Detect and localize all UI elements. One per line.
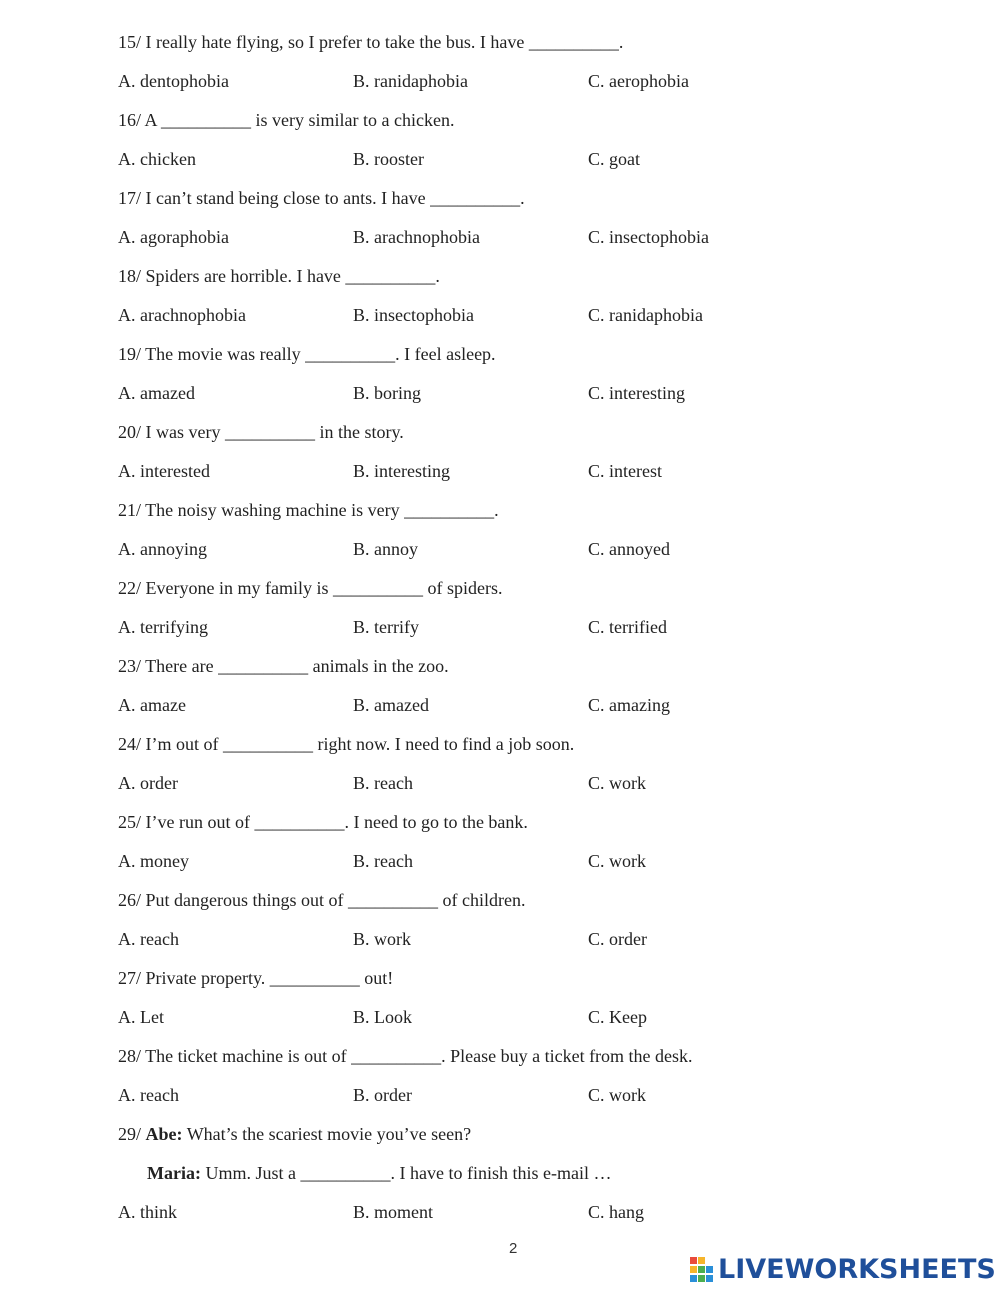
q25-option-a[interactable]: A. money: [118, 851, 189, 871]
q21-option-b[interactable]: B. annoy: [353, 539, 418, 559]
q22-option-b[interactable]: B. terrify: [353, 617, 419, 637]
q16-option-c[interactable]: C. goat: [588, 149, 640, 169]
speaker-maria: Maria:: [147, 1163, 201, 1183]
q15-option-a[interactable]: A. dentophobia: [118, 71, 229, 91]
logo-square-5: [706, 1266, 713, 1273]
q19-option-c[interactable]: C. interesting: [588, 383, 685, 403]
liveworksheets-logo-icon: [690, 1257, 714, 1283]
logo-square-2: [698, 1257, 705, 1264]
q22-option-a[interactable]: A. terrifying: [118, 617, 208, 637]
q28-option-b[interactable]: B. order: [353, 1085, 412, 1105]
q18-option-a[interactable]: A. arachnophobia: [118, 305, 246, 325]
question-21: 21/ The noisy washing machine is very __________.: [118, 500, 499, 520]
q23-option-a[interactable]: A. amaze: [118, 695, 186, 715]
q17-option-b[interactable]: B. arachnophobia: [353, 227, 480, 247]
q20-option-c[interactable]: C. interest: [588, 461, 662, 481]
q23-option-b[interactable]: B. amazed: [353, 695, 429, 715]
liveworksheets-logo: [690, 1255, 996, 1285]
question-15: 15/ I really hate flying, so I prefer to take the bus. I have __________.: [118, 32, 624, 52]
q15-option-b[interactable]: B. ranidaphobia: [353, 71, 468, 91]
q19-option-b[interactable]: B. boring: [353, 383, 422, 403]
question-23: 23/ There are __________ animals in the zoo.: [118, 656, 449, 676]
q29-line-abe: What’s the scariest movie you’ve seen?: [182, 1124, 472, 1144]
q21-option-c[interactable]: C. annoyed: [588, 539, 670, 559]
q29-option-c[interactable]: C. hang: [588, 1202, 644, 1222]
q23-option-c[interactable]: C. amazing: [588, 695, 670, 715]
q24-option-c[interactable]: C. work: [588, 773, 646, 793]
q29-number: 29/: [118, 1124, 146, 1144]
q27-option-a[interactable]: A. Let: [118, 1007, 164, 1027]
q28-option-a[interactable]: A. reach: [118, 1085, 179, 1105]
logo-square-1: [690, 1257, 697, 1264]
question-17: 17/ I can’t stand being close to ants. I have __________.: [118, 188, 525, 208]
question-26: 26/ Put dangerous things out of __________ of children.: [118, 890, 526, 910]
logo-square-4: [698, 1266, 705, 1273]
question-16: 16/ A __________ is very similar to a chicken.: [118, 110, 455, 130]
q29-line-maria: Umm. Just a __________. I have to finish this e-mail …: [200, 1163, 612, 1183]
q26-option-c[interactable]: C. order: [588, 929, 647, 949]
q20-option-b[interactable]: B. interesting: [353, 461, 450, 481]
q17-option-a[interactable]: A. agoraphobia: [118, 227, 229, 247]
logo-square-3: [690, 1266, 697, 1273]
question-19: 19/ The movie was really __________. I feel asleep.: [118, 344, 496, 364]
question-28: 28/ The ticket machine is out of __________. Please buy a ticket from the desk.: [118, 1046, 693, 1066]
q21-option-a[interactable]: A. annoying: [118, 539, 207, 559]
q15-option-c[interactable]: C. aerophobia: [588, 71, 689, 91]
q27-option-b[interactable]: B. Look: [353, 1007, 413, 1027]
q24-option-b[interactable]: B. reach: [353, 773, 413, 793]
q28-option-c[interactable]: C. work: [588, 1085, 646, 1105]
q16-option-b[interactable]: B. rooster: [353, 149, 424, 169]
liveworksheets-logo-text: LIVEWORKSHEETS: [718, 1254, 996, 1285]
q16-option-a[interactable]: A. chicken: [118, 149, 196, 169]
question-22: 22/ Everyone in my family is __________ of spiders.: [118, 578, 503, 598]
q29-option-b[interactable]: B. moment: [353, 1202, 433, 1222]
q26-option-b[interactable]: B. work: [353, 929, 411, 949]
q26-option-a[interactable]: A. reach: [118, 929, 179, 949]
question-27: 27/ Private property. __________ out!: [118, 968, 394, 988]
q27-option-c[interactable]: C. Keep: [588, 1007, 647, 1027]
question-25: 25/ I’ve run out of __________. I need to go to the bank.: [118, 812, 528, 832]
q29-option-a[interactable]: A. think: [118, 1202, 178, 1222]
q18-option-b[interactable]: B. insectophobia: [353, 305, 474, 325]
logo-square-6: [690, 1275, 697, 1282]
logo-square-7: [698, 1275, 705, 1282]
q25-option-b[interactable]: B. reach: [353, 851, 413, 871]
logo-square-8: [706, 1275, 713, 1282]
q19-option-a[interactable]: A. amazed: [118, 383, 195, 403]
q20-option-a[interactable]: A. interested: [118, 461, 210, 481]
question-29: [118, 1123, 471, 1145]
page-number: 2: [509, 1240, 518, 1257]
question-20: 20/ I was very __________ in the story.: [118, 422, 404, 442]
question-29-reply: [147, 1162, 611, 1184]
q17-option-c[interactable]: C. insectophobia: [588, 227, 709, 247]
speaker-abe: Abe:: [145, 1124, 183, 1144]
q24-option-a[interactable]: A. order: [118, 773, 178, 793]
question-18: 18/ Spiders are horrible. I have __________.: [118, 266, 440, 286]
q22-option-c[interactable]: C. terrified: [588, 617, 667, 637]
question-24: 24/ I’m out of __________ right now. I need to find a job soon.: [118, 734, 575, 754]
q25-option-c[interactable]: C. work: [588, 851, 646, 871]
q18-option-c[interactable]: C. ranidaphobia: [588, 305, 703, 325]
